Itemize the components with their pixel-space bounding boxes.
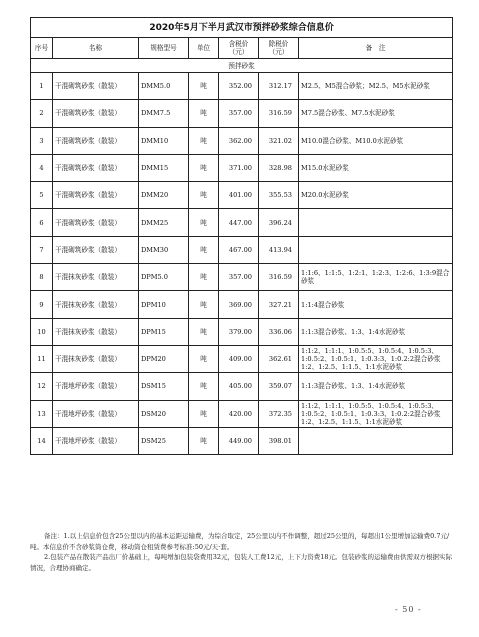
header-remark: 备 注 xyxy=(299,38,453,59)
row-no: 10 xyxy=(31,318,53,345)
row-remark: 1:1:3混合砂浆、1:3、1:4水泥砂浆 xyxy=(299,373,453,400)
row-no: 13 xyxy=(31,400,53,427)
row-remark: M7.5混合砂浆、M7.5水泥砂浆 xyxy=(299,100,453,127)
row-tax-price: 371.00 xyxy=(219,154,259,181)
row-tax-price: 357.00 xyxy=(219,100,259,127)
row-unit: 吨 xyxy=(189,73,219,100)
header-row xyxy=(31,38,453,59)
row-remark: M10.0混合砂浆、M10.0水泥砂浆 xyxy=(299,127,453,154)
row-notax-price: 413.94 xyxy=(259,236,299,263)
row-notax-price: 328.98 xyxy=(259,154,299,181)
row-notax-price: 327.21 xyxy=(259,291,299,318)
row-notax-price: 362.61 xyxy=(259,345,299,372)
table-row xyxy=(31,427,453,454)
row-unit: 吨 xyxy=(189,318,219,345)
row-name: 干混抹灰砂浆（散装） xyxy=(53,345,139,372)
row-unit: 吨 xyxy=(189,373,219,400)
row-tax-price: 362.00 xyxy=(219,127,259,154)
row-name: 干混砌筑砂浆（散装） xyxy=(53,100,139,127)
row-name: 干混砌筑砂浆（散装） xyxy=(53,182,139,209)
row-spec: DMM20 xyxy=(139,182,189,209)
row-unit: 吨 xyxy=(189,209,219,236)
row-no: 9 xyxy=(31,291,53,318)
section-label: 预拌砂浆 xyxy=(31,59,453,73)
header-spec: 规格型号 xyxy=(139,38,189,59)
table-row xyxy=(31,73,453,100)
row-spec: DMM30 xyxy=(139,236,189,263)
row-spec: DMM7.5 xyxy=(139,100,189,127)
row-notax-price: 312.17 xyxy=(259,73,299,100)
row-spec: DPM10 xyxy=(139,291,189,318)
table-row xyxy=(31,182,453,209)
header-notax-price: 除税价 （元） xyxy=(259,38,299,59)
row-name: 干混砌筑砂浆（散装） xyxy=(53,73,139,100)
row-tax-price: 357.00 xyxy=(219,264,259,291)
table-row xyxy=(31,209,453,236)
row-name: 干混抹灰砂浆（散装） xyxy=(53,291,139,318)
row-no: 3 xyxy=(31,127,53,154)
row-notax-price: 372.35 xyxy=(259,400,299,427)
table-row xyxy=(31,345,453,372)
row-notax-price: 355.53 xyxy=(259,182,299,209)
row-unit: 吨 xyxy=(189,291,219,318)
note-2: 2.包装产品在散装产品出厂价基础上，每吨增加包装袋费用32元，包装人工费12元，上下力资费18元。包装砂浆的运输费由供需双方根据实际情况，合理协商确定。 xyxy=(30,553,453,572)
row-no: 4 xyxy=(31,154,53,181)
row-remark: 1:1:4混合砂浆 xyxy=(299,291,453,318)
row-no: 11 xyxy=(31,345,53,372)
row-name: 干混砌筑砂浆（散装） xyxy=(53,209,139,236)
header-tax-price: 含税价 （元） xyxy=(219,38,259,59)
row-tax-price: 405.00 xyxy=(219,373,259,400)
row-remark xyxy=(299,236,453,263)
row-notax-price: 359.07 xyxy=(259,373,299,400)
row-name: 干混地坪砂浆（散装） xyxy=(53,373,139,400)
table-row xyxy=(31,264,453,291)
notes xyxy=(30,531,452,573)
row-no: 14 xyxy=(31,427,53,454)
row-notax-price: 398.01 xyxy=(259,427,299,454)
row-no: 2 xyxy=(31,100,53,127)
row-unit: 吨 xyxy=(189,264,219,291)
row-notax-price: 336.06 xyxy=(259,318,299,345)
row-spec: DPM5.0 xyxy=(139,264,189,291)
row-name: 干混砌筑砂浆（散装） xyxy=(53,127,139,154)
row-remark: 1:1:3混合砂浆、1:3、1:4水泥砂浆 xyxy=(299,318,453,345)
row-spec: DPM15 xyxy=(139,318,189,345)
page-number: - 50 - xyxy=(395,605,422,614)
row-no: 1 xyxy=(31,73,53,100)
row-tax-price: 447.00 xyxy=(219,209,259,236)
row-spec: DSM25 xyxy=(139,427,189,454)
header-unit: 单位 xyxy=(189,38,219,59)
table-row xyxy=(31,236,453,263)
row-remark xyxy=(299,209,453,236)
price-table xyxy=(30,17,453,455)
row-remark: M15.0水泥砂浆 xyxy=(299,154,453,181)
table-row xyxy=(31,318,453,345)
row-remark xyxy=(299,427,453,454)
header-no: 序号 xyxy=(31,38,53,59)
row-tax-price: 409.00 xyxy=(219,345,259,372)
section-row xyxy=(31,59,453,73)
row-unit: 吨 xyxy=(189,427,219,454)
row-spec: DMM15 xyxy=(139,154,189,181)
row-unit: 吨 xyxy=(189,236,219,263)
row-name: 干混抹灰砂浆（散装） xyxy=(53,318,139,345)
table-row xyxy=(31,373,453,400)
row-no: 6 xyxy=(31,209,53,236)
table-title: 2020年5月下半月武汉市预拌砂浆综合信息价 xyxy=(31,18,453,38)
row-spec: DMM10 xyxy=(139,127,189,154)
row-no: 8 xyxy=(31,264,53,291)
table-row xyxy=(31,100,453,127)
row-remark: M20.0水泥砂浆 xyxy=(299,182,453,209)
row-name: 干混地坪砂浆（散装） xyxy=(53,427,139,454)
row-notax-price: 316.59 xyxy=(259,100,299,127)
row-tax-price: 467.00 xyxy=(219,236,259,263)
table-row xyxy=(31,127,453,154)
row-tax-price: 420.00 xyxy=(219,400,259,427)
row-name: 干混地坪砂浆（散装） xyxy=(53,400,139,427)
row-notax-price: 316.59 xyxy=(259,264,299,291)
row-spec: DMM25 xyxy=(139,209,189,236)
row-remark: 1:1:2、1:1:1、1:0.5:5、1:0.5:4、1:0.5:3、1:0.5:2、1:0.5:1、1:0.3:3、1:0.2:2混合砂浆 1:2、1:2.5、1:1.5、1:1水泥砂浆 xyxy=(299,345,453,372)
row-spec: DSM15 xyxy=(139,373,189,400)
row-tax-price: 352.00 xyxy=(219,73,259,100)
row-tax-price: 449.00 xyxy=(219,427,259,454)
row-spec: DSM20 xyxy=(139,400,189,427)
row-tax-price: 379.00 xyxy=(219,318,259,345)
row-notax-price: 321.02 xyxy=(259,127,299,154)
row-no: 5 xyxy=(31,182,53,209)
row-unit: 吨 xyxy=(189,345,219,372)
row-tax-price: 369.00 xyxy=(219,291,259,318)
row-unit: 吨 xyxy=(189,100,219,127)
row-no: 12 xyxy=(31,373,53,400)
row-tax-price: 401.00 xyxy=(219,182,259,209)
header-name: 名称 xyxy=(53,38,139,59)
table-row xyxy=(31,291,453,318)
row-no: 7 xyxy=(31,236,53,263)
note-1: 备注：1.以上信息价包含25公里以内的基本运距运输费，为综合取定，25公里以内不作调整，超过25公里的，每超出1公里增加运输费0.7元/吨。本信息价不含砂浆筒仓费，移动筒仓租赁费参考标准:50元/天·套。 xyxy=(30,532,450,551)
row-spec: DPM20 xyxy=(139,345,189,372)
row-name: 干混砌筑砂浆（散装） xyxy=(53,154,139,181)
table-row xyxy=(31,154,453,181)
row-notax-price: 396.24 xyxy=(259,209,299,236)
row-remark: 1:1:6、1:1:5、1:2:1、1:2:3、1:2:6、1:3:9混合砂浆 xyxy=(299,264,453,291)
row-remark: M2.5、M5混合砂浆；M2.5、M5水泥砂浆 xyxy=(299,73,453,100)
row-name: 干混抹灰砂浆（散装） xyxy=(53,264,139,291)
row-unit: 吨 xyxy=(189,154,219,181)
row-name: 干混砌筑砂浆（散装） xyxy=(53,236,139,263)
table-row xyxy=(31,400,453,427)
row-spec: DMM5.0 xyxy=(139,73,189,100)
row-remark: 1:1:2、1:1:1、1:0.5:5、1:0.5:4、1:0.5:3、1:0.5:2、1:0.5:1、1:0.3:3、1:0.2:2混合砂浆 1:2、1:2.5、1:1.5、1:1水泥砂浆 xyxy=(299,400,453,427)
row-unit: 吨 xyxy=(189,400,219,427)
row-unit: 吨 xyxy=(189,127,219,154)
row-unit: 吨 xyxy=(189,182,219,209)
